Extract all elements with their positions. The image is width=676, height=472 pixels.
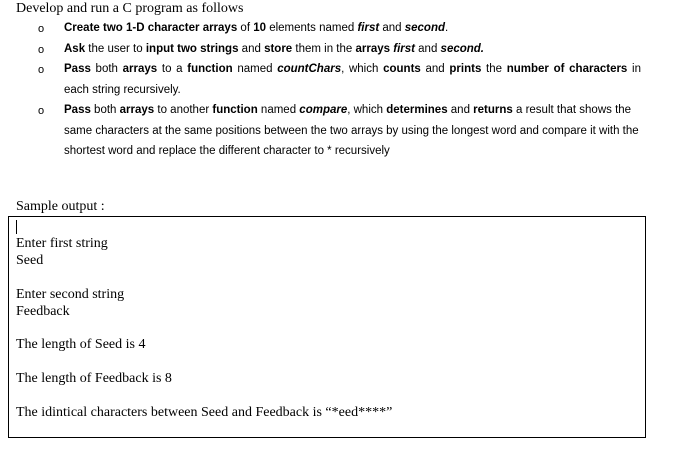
output-line: The idintical characters between Seed and Feedback is “*eed****”: [16, 405, 393, 420]
plain-text: and: [420, 63, 450, 75]
emphasized-text: arrays: [119, 104, 155, 116]
requirement-text: [64, 18, 641, 39]
emphasized-text: second.: [440, 42, 485, 55]
requirement-text: [64, 59, 641, 100]
plain-text: , which: [341, 63, 384, 75]
emphasized-text: returns: [473, 104, 513, 116]
plain-text: them in the: [292, 42, 356, 55]
sample-output-box: [8, 216, 646, 438]
emphasized-text: 10: [253, 22, 267, 34]
plain-text: to a: [157, 63, 188, 75]
output-line: Feedback: [16, 304, 70, 319]
bullet-circle-icon: o: [38, 43, 45, 56]
plain-text: .: [445, 22, 449, 34]
emphasized-text: counts: [383, 63, 421, 75]
output-line: Enter second string: [16, 287, 125, 302]
emphasized-text: Create two 1-D character arrays: [64, 22, 238, 34]
requirement-item: [38, 59, 641, 100]
text-cursor: [16, 220, 17, 234]
requirement-item: [38, 18, 641, 39]
plain-text: both: [90, 104, 120, 116]
intro-heading: Develop and run a C program as follows: [16, 1, 244, 16]
emphasized-text: input two strings: [145, 42, 239, 55]
output-line: Enter first string: [16, 236, 108, 251]
plain-text: in each string recursively.: [64, 63, 641, 96]
plain-text: a result that shows the same characters at the same positions between the two arrays by using the longest word and compare it with the shortest word and replace the different character to * recursively: [64, 104, 639, 157]
emphasized-text: arrays: [122, 63, 158, 75]
plain-text: of: [237, 22, 254, 34]
emphasized-text: store: [264, 42, 293, 55]
plain-text: and: [379, 22, 405, 34]
plain-text: to another: [154, 104, 213, 116]
output-line: The length of Feedback is 8: [16, 371, 172, 386]
requirement-text: [64, 39, 641, 60]
plain-text: and: [238, 42, 265, 55]
emphasized-text: countChars: [277, 63, 342, 75]
plain-text: the: [481, 63, 507, 75]
requirement-item: [38, 39, 641, 60]
emphasized-text: Pass: [64, 63, 91, 75]
plain-text: , which: [347, 104, 387, 116]
emphasized-text: Pass: [64, 104, 91, 116]
emphasized-text: compare: [299, 104, 348, 116]
emphasized-text: function: [212, 104, 258, 116]
emphasized-text: first: [357, 22, 380, 34]
sample-output-label: Sample output :: [16, 199, 105, 214]
bullet-circle-icon: o: [38, 64, 45, 76]
emphasized-text: function: [187, 63, 233, 75]
plain-text: named: [257, 104, 300, 116]
plain-text: both: [90, 63, 123, 75]
emphasized-text: arrays: [355, 42, 391, 55]
requirement-item: [38, 100, 641, 162]
emphasized-text: first: [393, 42, 415, 55]
emphasized-text: Ask: [64, 42, 86, 55]
plain-text: named: [232, 63, 278, 75]
requirements-list: [38, 18, 641, 162]
output-line: Seed: [16, 253, 44, 268]
plain-text: and: [414, 42, 441, 55]
output-line: The length of Seed is 4: [16, 337, 146, 352]
plain-text: elements named: [266, 22, 358, 34]
requirement-text: [64, 100, 641, 162]
bullet-circle-icon: o: [38, 105, 45, 117]
emphasized-text: second: [404, 22, 446, 34]
emphasized-text: prints: [449, 63, 482, 75]
bullet-circle-icon: o: [38, 23, 45, 35]
emphasized-text: determines: [386, 104, 448, 116]
plain-text: the user to: [85, 42, 146, 55]
emphasized-text: number of characters: [506, 63, 628, 75]
plain-text: and: [447, 104, 474, 116]
